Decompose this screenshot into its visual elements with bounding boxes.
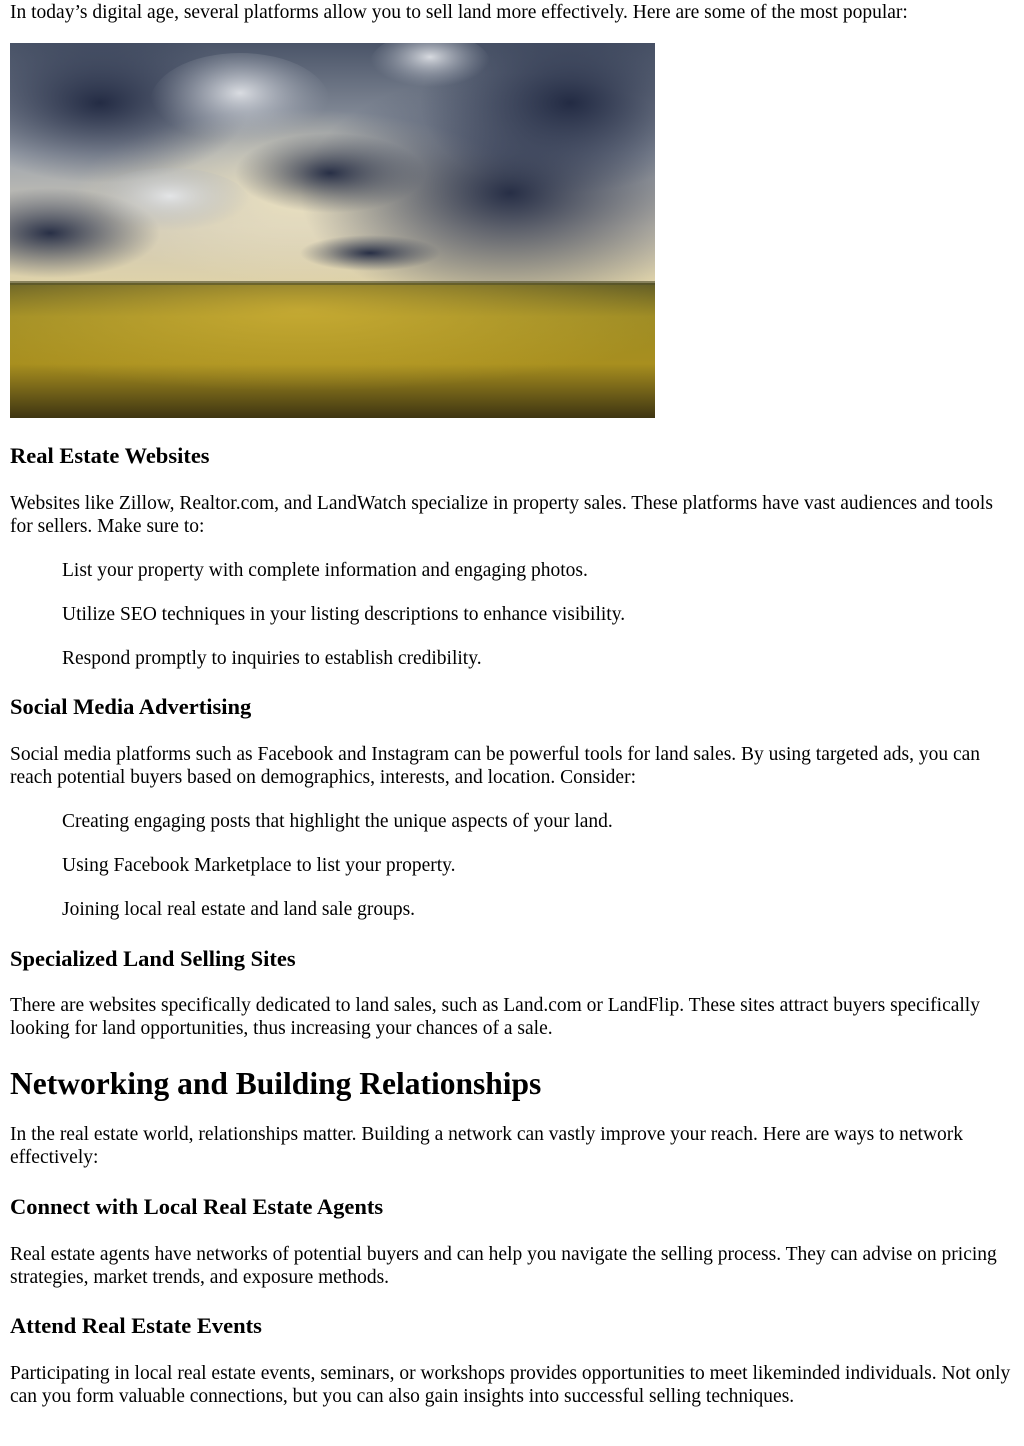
list-item: Utilize SEO techniques in your listing descriptions to enhance visibility. (62, 604, 626, 625)
intro-paragraph: In today’s digital age, several platforms allow you to sell land more effectively. Here are some of the most popular: (10, 2, 908, 23)
social-media-list (10, 810, 1014, 921)
list-item: Using Facebook Marketplace to list your property. (62, 855, 456, 876)
list-item: List your property with complete information and engaging photos. (62, 560, 588, 581)
section-body-real-estate-websites: Websites like Zillow, Realtor.com, and LandWatch specialize in property sales. These platforms have vast audiences and tools for sellers. Make sure to: (10, 493, 993, 537)
list-item: Creating engaging posts that highlight the unique aspects of your land. (62, 811, 613, 832)
section-body-social-media-advertising: Social media platforms such as Facebook and Instagram can be powerful tools for land sales. By using targeted ads, you can reach potential buyers based on demographics, interests, and location. Consider: (10, 744, 981, 788)
section-body-attend-events: Participating in local real estate events, seminars, or workshops provides opportunities to meet likeminded individuals. Not only can you form valuable connections, but you can also gain insights into successful selling techniques. (10, 1363, 1011, 1407)
section-heading-connect-with-agents: Connect with Local Real Estate Agents (10, 1194, 384, 1219)
landscape-photo (10, 43, 655, 418)
section-heading-social-media-advertising: Social Media Advertising (10, 694, 252, 719)
section-heading-real-estate-websites: Real Estate Websites (10, 443, 210, 468)
networking-body: In the real estate world, relationships matter. Building a network can vastly improve your reach. Here are ways to network effectively: (10, 1124, 964, 1168)
heading-networking: Networking and Building Relationships (10, 1066, 542, 1101)
list-item: Joining local real estate and land sale groups. (62, 899, 416, 920)
section-heading-attend-events: Attend Real Estate Events (10, 1313, 262, 1338)
section-body-connect-with-agents: Real estate agents have networks of potential buyers and can help you navigate the selling process. They can advise on pricing strategies, market trends, and exposure methods. (10, 1244, 997, 1288)
section-body-specialized-land-selling-sites: There are websites specifically dedicated to land sales, such as Land.com or LandFlip. These sites attract buyers specifically looking for land opportunities, thus increasing your chances of a sale. (10, 995, 980, 1039)
real-estate-websites-list (10, 559, 1014, 670)
list-item: Respond promptly to inquiries to establish credibility. (62, 648, 482, 669)
section-heading-specialized-land-selling-sites: Specialized Land Selling Sites (10, 946, 296, 971)
